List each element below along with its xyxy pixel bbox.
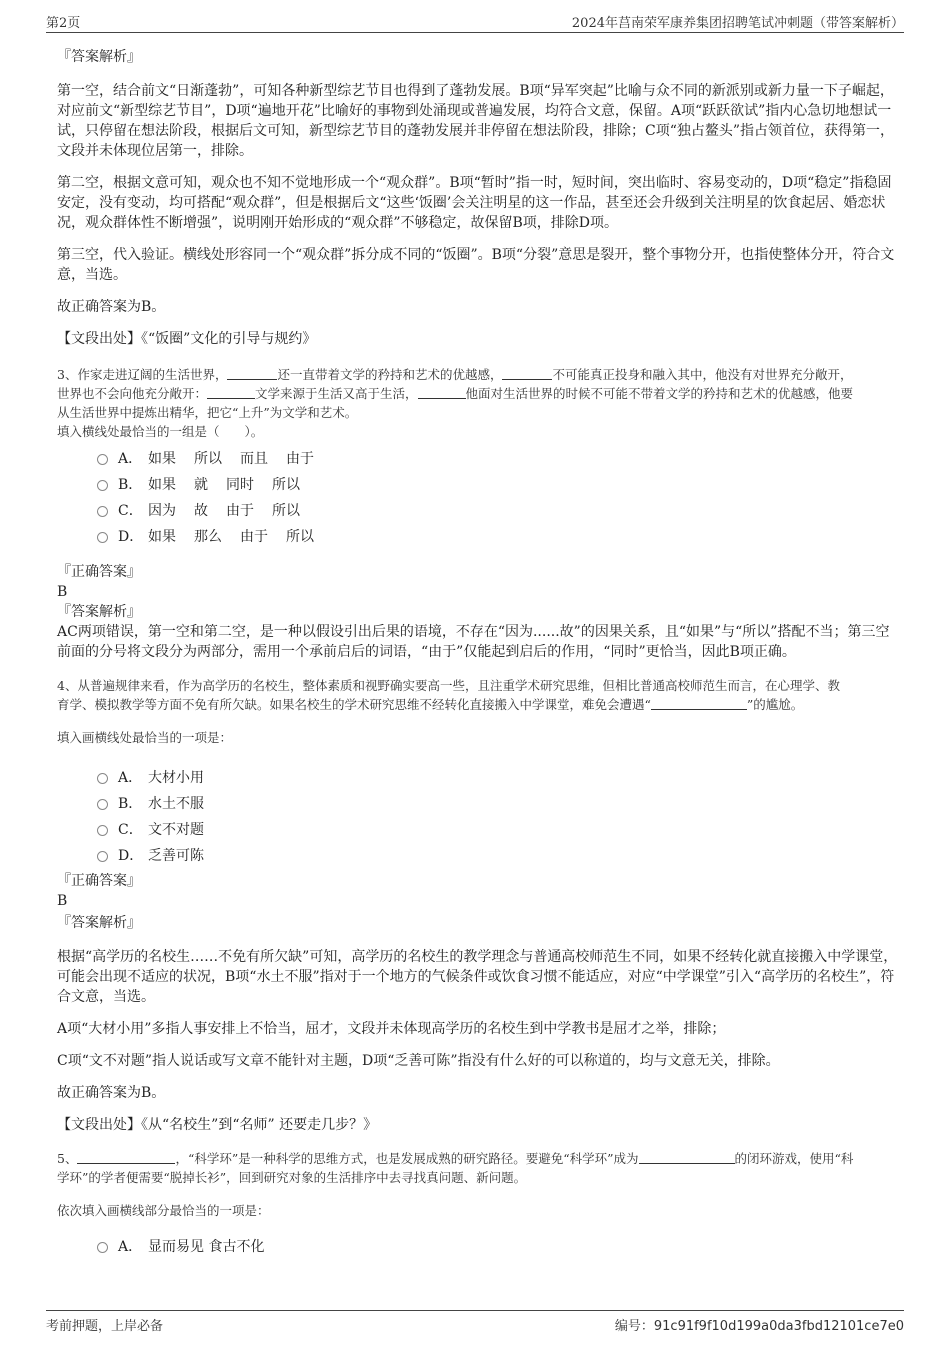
- option-text: 显而易见 食古不化: [148, 1239, 265, 1255]
- question-3: [57, 365, 899, 662]
- fill-blank: [227, 366, 277, 380]
- question-stem: [57, 1149, 899, 1168]
- option-word: 故: [194, 503, 208, 519]
- question-prompt: 依次填入画横线部分最恰当的一项是：: [57, 1203, 270, 1218]
- option-d[interactable]: [97, 524, 899, 550]
- question-stem: [57, 365, 899, 384]
- code-value: 91c91f9f10d199a0da3fbd12101ce7e0: [653, 1319, 904, 1334]
- fill-blank: [502, 366, 552, 380]
- fill-blank: [207, 385, 255, 399]
- page-footer: [46, 1310, 904, 1335]
- option-letter: A．: [118, 1239, 143, 1255]
- option-word: 如果: [148, 529, 176, 545]
- option-word: 如果: [148, 477, 176, 493]
- stem-text: 还一直带着文学的矜持和艺术的优越感，: [277, 367, 503, 382]
- radio-button-icon[interactable]: [97, 851, 108, 862]
- option-text: 水土不服: [148, 796, 204, 812]
- source-citation: 【文段出处】《从“名校生”到“名师” 还要走几步？》: [57, 1117, 378, 1133]
- stem-text: 文学来源于生活又高于生活，: [255, 386, 418, 401]
- options-list: [57, 446, 899, 550]
- option-letter: D．: [118, 529, 144, 545]
- radio-button-icon[interactable]: [97, 773, 108, 784]
- option-b[interactable]: [97, 791, 899, 817]
- radio-button-icon[interactable]: [97, 506, 108, 517]
- stem-text: 不可能真正投身和融入其中，他没有对世界充分敞开，: [552, 367, 853, 382]
- analysis-paragraph: A项“大材小用”多指人事安排上不恰当，屈才，文段并未体现高学历的名校生到中学教书是屈才之举，排除；: [57, 1021, 726, 1037]
- option-word: 由于: [286, 451, 314, 467]
- option-word: 而且: [240, 451, 268, 467]
- stem-text: ”的尴尬。: [746, 697, 804, 712]
- option-word: 所以: [272, 477, 300, 493]
- option-word: 所以: [194, 451, 222, 467]
- code-label: 编号：: [614, 1319, 654, 1334]
- question-stem: 4、从普遍规律来看，作为高学历的名校生，整体素质和视野确实要高一些，且注重学术研究思维，但相比普通高校师范生而言，在心理学、教: [57, 678, 840, 693]
- conclusion: 故正确答案为B。: [57, 1085, 166, 1101]
- fill-blank: [77, 1150, 175, 1164]
- analysis-paragraph: AC两项错误，第一空和第二空，是一种以假设引出后果的语境，不存在“因为......故”的因果关系，且“如果”与“所以”搭配不当；第三空前面的分号将文段分为两部分，需用一个承前启后的词语，“由于”仅能起到启后的作用，“同时”更恰当，因此B项正确。: [57, 624, 890, 660]
- option-word: 所以: [272, 503, 300, 519]
- option-word: 因为: [148, 503, 176, 519]
- option-c[interactable]: [97, 498, 899, 524]
- stem-text: 世界也不会向他充分敞开：: [57, 386, 208, 401]
- option-word: 由于: [240, 529, 268, 545]
- analysis-paragraph: C项“文不对题”指人说话或写文章不能针对主题，D项“乏善可陈”指没有什么好的可以称道的，均与文意无关，排除。: [57, 1053, 780, 1069]
- option-word: 同时: [226, 477, 254, 493]
- analysis-paragraph: 第二空，根据文意可知，观众也不知不觉地形成一个“观众群”。B项“暂时”指一时，短时间，突出临时、容易变动的，D项“稳定”指稳固安定，没有变动，均可搭配“观众群”，但是根据后文“这些‘饭圈’会关注明星的这一作品，甚至还会升级到关注明星的饮食起居、婚恋状况，观众群体性不断增强”，说明刚开始形成的“观众群”不够稳定，故保留B项，排除D项。: [57, 175, 892, 231]
- question-prompt: 填入画横线处最恰当的一项是：: [57, 730, 233, 745]
- option-a[interactable]: [97, 1234, 899, 1260]
- option-text: 文不对题: [148, 822, 204, 838]
- analysis-paragraph: 根据“高学历的名校生……不免有所欠缺”可知，高学历的名校生的教学理念与普通高校师范生不同，如果不经转化就直接搬入中学课堂，可能会出现不适应的状况，B项“水土不服”指对于一个地方的气候条件或饮食习惯不能适应，对应“中学课堂”引入“高学历的名校生”，符合文意，当选。: [57, 949, 898, 1005]
- answer-label: 『正确答案』: [57, 873, 141, 889]
- question-prompt: 填入横线处最恰当的一组是（ ）。: [57, 424, 264, 439]
- question-stem: 从生活世界中提炼出精华，把它“上升”为文学和艺术。: [57, 405, 358, 420]
- option-word: 如果: [148, 451, 176, 467]
- answer-label: 『正确答案』: [57, 564, 141, 580]
- option-text: 乏善可陈: [148, 848, 204, 864]
- option-letter: A．: [118, 770, 143, 786]
- source-citation: 【文段出处】《“饭圈”文化的引导与规约》: [57, 331, 317, 347]
- stem-text: 育学、模拟教学等方面不免有所欠缺。如果名校生的学术研究思维不经转化直接搬入中学课堂，难免会遭遇“: [57, 697, 651, 712]
- option-c[interactable]: [97, 817, 899, 843]
- options-list: [57, 1234, 899, 1260]
- footer-slogan: 考前押题，上岸必备: [46, 1319, 164, 1334]
- correct-answer: B: [57, 893, 68, 909]
- analysis-paragraph: 第一空，结合前文“日渐蓬勃”，可知各种新型综艺节目也得到了蓬勃发展。B项“异军突起”比喻与众不同的新派别或新力量一下子崛起，对应前文“新型综艺节目”，D项“遍地开花”比喻好的事物到处涌现或普遍发展，均符合文意，保留。A项“跃跃欲试”指内心急切地想试一试，只停留在想法阶段，根据后文可知，新型综艺节目的蓬勃发展并非停留在想法阶段，排除；C项“独占鳌头”指占领首位，获得第一，文段并未体现位居第一，排除。: [57, 83, 895, 159]
- option-word: 就: [194, 477, 208, 493]
- question-5: [57, 1149, 899, 1260]
- stem-text: 5、: [57, 1151, 78, 1166]
- question-4: [57, 676, 899, 1135]
- option-letter: A．: [118, 451, 143, 467]
- option-word: 那么: [194, 529, 222, 545]
- question-stem: 学环”的学者便需要“脱掉长衫”，回到研究对象的生活排序中去寻找真问题、新问题。: [57, 1170, 527, 1185]
- fill-blank: [651, 696, 747, 710]
- radio-button-icon[interactable]: [97, 480, 108, 491]
- option-b[interactable]: [97, 472, 899, 498]
- page-header: [46, 10, 904, 33]
- correct-answer: B: [57, 584, 68, 600]
- fill-blank: [418, 385, 466, 399]
- document-code: [615, 1315, 904, 1334]
- options-list: [57, 765, 899, 869]
- radio-button-icon[interactable]: [97, 532, 108, 543]
- analysis-label: 『答案解析』: [57, 604, 141, 620]
- option-word: 所以: [286, 529, 314, 545]
- option-a[interactable]: [97, 765, 899, 791]
- stem-text: 他面对生活世界的时候不可能不带着文学的矜持和艺术的优越感，他要: [465, 386, 854, 401]
- analysis-label: 『答案解析』: [57, 49, 141, 65]
- option-text: 大材小用: [148, 770, 204, 786]
- question-stem: [57, 695, 899, 714]
- analysis-paragraph: 第三空，代入验证。横线处形容同一个“观众群”拆分成不同的“饭圈”。B项“分裂”意思是裂开，整个事物分开，也指使整体分开，符合文意，当选。: [57, 247, 895, 283]
- option-letter: C．: [118, 822, 143, 838]
- option-letter: B．: [118, 477, 143, 493]
- question-stem: [57, 384, 899, 403]
- option-letter: C．: [118, 503, 143, 519]
- fill-blank: [639, 1150, 735, 1164]
- page-number-label: 第2页: [46, 16, 81, 31]
- conclusion: 故正确答案为B。: [57, 299, 166, 315]
- option-word: 由于: [226, 503, 254, 519]
- stem-text: 3、作家走进辽阔的生活世界，: [57, 367, 228, 382]
- radio-button-icon[interactable]: [97, 454, 108, 465]
- analysis-label: 『答案解析』: [57, 915, 141, 931]
- option-letter: D．: [118, 848, 144, 864]
- document-title: 2024年莒南荣军康养集团招聘笔试冲刺题（带答案解析）: [571, 16, 904, 31]
- option-letter: B．: [118, 796, 143, 812]
- option-a[interactable]: [97, 446, 899, 472]
- stem-text: ，“科学环”是一种科学的思维方式，也是发展成熟的研究路径。要避免“科学环”成为: [175, 1151, 639, 1166]
- radio-button-icon[interactable]: [97, 1242, 108, 1253]
- stem-text: 的闭环游戏，使用“科: [734, 1151, 854, 1166]
- option-d[interactable]: [97, 843, 899, 869]
- main-content: [57, 44, 899, 1260]
- radio-button-icon[interactable]: [97, 825, 108, 836]
- radio-button-icon[interactable]: [97, 799, 108, 810]
